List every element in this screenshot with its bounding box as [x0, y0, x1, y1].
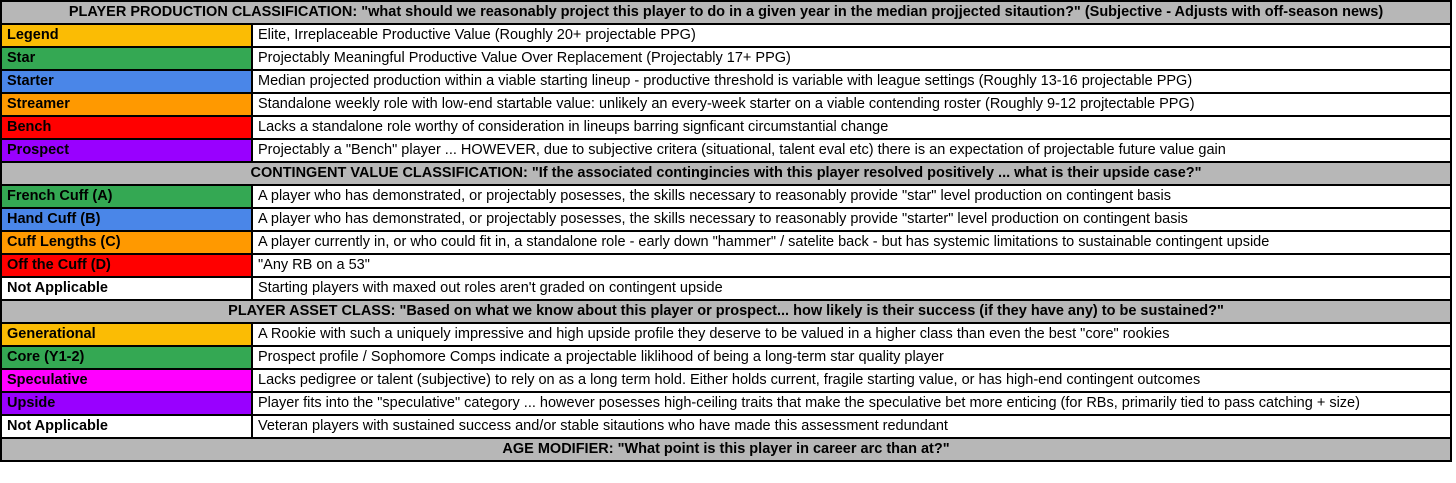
table-row: [1, 93, 1451, 116]
category-description-cell[interactable]: Starting players with maxed out roles aren't graded on contingent upside: [252, 277, 1451, 300]
section-header[interactable]: PLAYER PRODUCTION CLASSIFICATION: "what should we reasonably project this player to do in a given year in the median projjected sitaution?" (Subjective - Adjusts with off-season news): [1, 1, 1451, 24]
category-description-cell[interactable]: Median projected production within a viable starting lineup - productive threshold is variable with league settings (Roughly 13-16 projectable PPG): [252, 70, 1451, 93]
section-header[interactable]: CONTINGENT VALUE CLASSIFICATION: "If the associated contingincies with this player resolved positively ... what is their upside case?": [1, 162, 1451, 185]
category-label-cell[interactable]: Starter: [1, 70, 252, 93]
category-label-cell[interactable]: Speculative: [1, 369, 252, 392]
table-row: [1, 346, 1451, 369]
category-label-cell[interactable]: Streamer: [1, 93, 252, 116]
category-description-cell[interactable]: A player who has demonstrated, or projectably posesses, the skills necessary to reasonably provide "starter" level production on contingent basis: [252, 208, 1451, 231]
section-header-row: [1, 1, 1451, 24]
category-description-cell[interactable]: Projectably Meaningful Productive Value Over Replacement (Projectably 17+ PPG): [252, 47, 1451, 70]
category-label-cell[interactable]: Legend: [1, 24, 252, 47]
category-label-cell[interactable]: Not Applicable: [1, 277, 252, 300]
category-label-cell[interactable]: Star: [1, 47, 252, 70]
section-header-row: [1, 300, 1451, 323]
category-label-cell[interactable]: Upside: [1, 392, 252, 415]
category-description-cell[interactable]: Lacks pedigree or talent (subjective) to rely on as a long term hold. Either holds current, fragile starting value, or has high-end contingent outcomes: [252, 369, 1451, 392]
category-label-cell[interactable]: Bench: [1, 116, 252, 139]
category-description-cell[interactable]: Elite, Irreplaceable Productive Value (Roughly 20+ projectable PPG): [252, 24, 1451, 47]
table-row: [1, 47, 1451, 70]
category-label-cell[interactable]: Not Applicable: [1, 415, 252, 438]
table-row: [1, 369, 1451, 392]
table-row: [1, 116, 1451, 139]
category-description-cell[interactable]: Projectably a "Bench" player ... HOWEVER, due to subjective critera (situational, talent eval etc) there is an expectation of projectable future value gain: [252, 139, 1451, 162]
category-description-cell[interactable]: "Any RB on a 53": [252, 254, 1451, 277]
table-row: [1, 24, 1451, 47]
category-label-cell[interactable]: Cuff Lengths (C): [1, 231, 252, 254]
category-label-cell[interactable]: French Cuff (A): [1, 185, 252, 208]
category-description-cell[interactable]: A player currently in, or who could fit in, a standalone role - early down "hammer" / satelite back - but has systemic limitations to sustainable contingent upside: [252, 231, 1451, 254]
table-row: [1, 139, 1451, 162]
table-row: [1, 70, 1451, 93]
category-label-cell[interactable]: Off the Cuff (D): [1, 254, 252, 277]
table-row: [1, 185, 1451, 208]
category-description-cell[interactable]: A Rookie with such a uniquely impressive and high upside profile they deserve to be valued in a higher class than even the best "core" rookies: [252, 323, 1451, 346]
section-header-row: [1, 162, 1451, 185]
category-description-cell[interactable]: A player who has demonstrated, or projectably posesses, the skills necessary to reasonably provide "star" level production on contingent basis: [252, 185, 1451, 208]
table-row: [1, 277, 1451, 300]
category-description-cell[interactable]: Lacks a standalone role worthy of consideration in lineups barring signficant circumstantial change: [252, 116, 1451, 139]
table-row: [1, 254, 1451, 277]
table-row: [1, 208, 1451, 231]
category-description-cell[interactable]: Prospect profile / Sophomore Comps indicate a projectable liklihood of being a long-term star quality player: [252, 346, 1451, 369]
section-header-row: [1, 438, 1451, 461]
category-description-cell[interactable]: Standalone weekly role with low-end startable value: unlikely an every-week starter on a viable contending roster (Roughly 9-12 projtectable PPG): [252, 93, 1451, 116]
category-description-cell[interactable]: Veteran players with sustained success and/or stable sitautions who have made this assessment redundant: [252, 415, 1451, 438]
category-label-cell[interactable]: Generational: [1, 323, 252, 346]
table-row: [1, 415, 1451, 438]
table-row: [1, 323, 1451, 346]
category-label-cell[interactable]: Core (Y1-2): [1, 346, 252, 369]
category-label-cell[interactable]: Prospect: [1, 139, 252, 162]
table-row: [1, 231, 1451, 254]
classification-table-body: [1, 1, 1451, 461]
table-row: [1, 392, 1451, 415]
section-header[interactable]: PLAYER ASSET CLASS: "Based on what we know about this player or prospect... how likely is their success (if they have any) to be sustained?": [1, 300, 1451, 323]
section-header[interactable]: AGE MODIFIER: "What point is this player in career arc than at?": [1, 438, 1451, 461]
category-description-cell[interactable]: Player fits into the "speculative" category ... however posesses high-ceiling traits that make the speculative bet more enticing (for RBs, primarily tied to pass catching + size): [252, 392, 1451, 415]
category-label-cell[interactable]: Hand Cuff (B): [1, 208, 252, 231]
